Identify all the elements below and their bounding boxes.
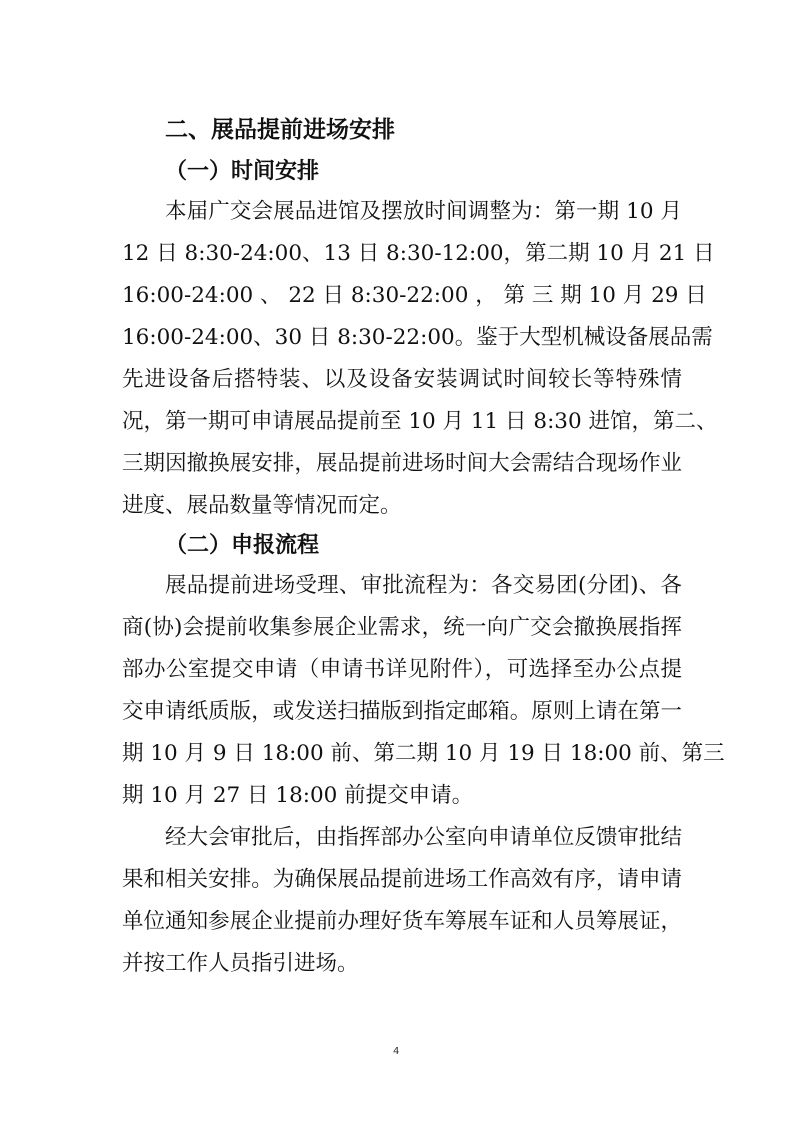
paragraph-line: 16:00-24:00 、 22 日 8:30-22:00 ， 第 三 期 10 月 29 日	[122, 283, 707, 308]
section-heading: 二、展品提前进场安排	[165, 117, 395, 143]
paragraph-line: 果和相关安排。为确保展品提前进场工作高效有序，请申请	[122, 867, 682, 892]
paragraph-line: 先进设备后搭特装、以及设备安装调试时间较长等特殊情	[122, 367, 682, 392]
page-number: 4	[393, 1046, 400, 1057]
paragraph-line: 单位通知参展企业提前办理好货车筹展车证和人员筹展证，	[122, 909, 682, 934]
paragraph-line: 商(协)会提前收集参展企业需求，统一向广交会撤换展指挥	[122, 615, 682, 640]
paragraph-line: 并按工作人员指引进场。	[122, 951, 359, 976]
paragraph-line: 三期因撤换展安排，展品提前进场时间大会需结合现场作业	[122, 451, 682, 476]
paragraph-line: 期 10 月 27 日 18:00 前提交申请。	[122, 783, 474, 808]
paragraph-line: 期 10 月 9 日 18:00 前、第二期 10 月 19 日 18:00 前、第三	[122, 741, 725, 766]
paragraph-line: 交申请纸质版，或发送扫描版到指定邮箱。原则上请在第一	[122, 699, 682, 724]
subsection-title-schedule: （一）时间安排	[165, 159, 320, 184]
paragraph-line: 部办公室提交申请（申请书详见附件），可选择至办公点提	[122, 657, 682, 682]
paragraph-line: 16:00-24:00、30 日 8:30-22:00。鉴于大型机械设备展品需	[122, 325, 713, 350]
paragraph-line: 经大会审批后，由指挥部办公室向申请单位反馈审批结	[165, 825, 682, 850]
paragraph-line: 12 日 8:30-24:00、13 日 8:30-12:00，第二期 10 月 21 日	[122, 241, 715, 266]
paragraph-line: 进度、展品数量等情况而定。	[122, 493, 402, 518]
paragraph-line: 本届广交会展品进馆及摆放时间调整为：第一期 10 月	[165, 199, 682, 224]
subsection-title-process: （二）申报流程	[165, 533, 320, 558]
paragraph-line: 展品提前进场受理、审批流程为：各交易团(分团)、各	[165, 573, 682, 598]
paragraph-line: 况，第一期可申请展品提前至 10 月 11 日 8:30 进馆，第二、	[122, 409, 718, 434]
